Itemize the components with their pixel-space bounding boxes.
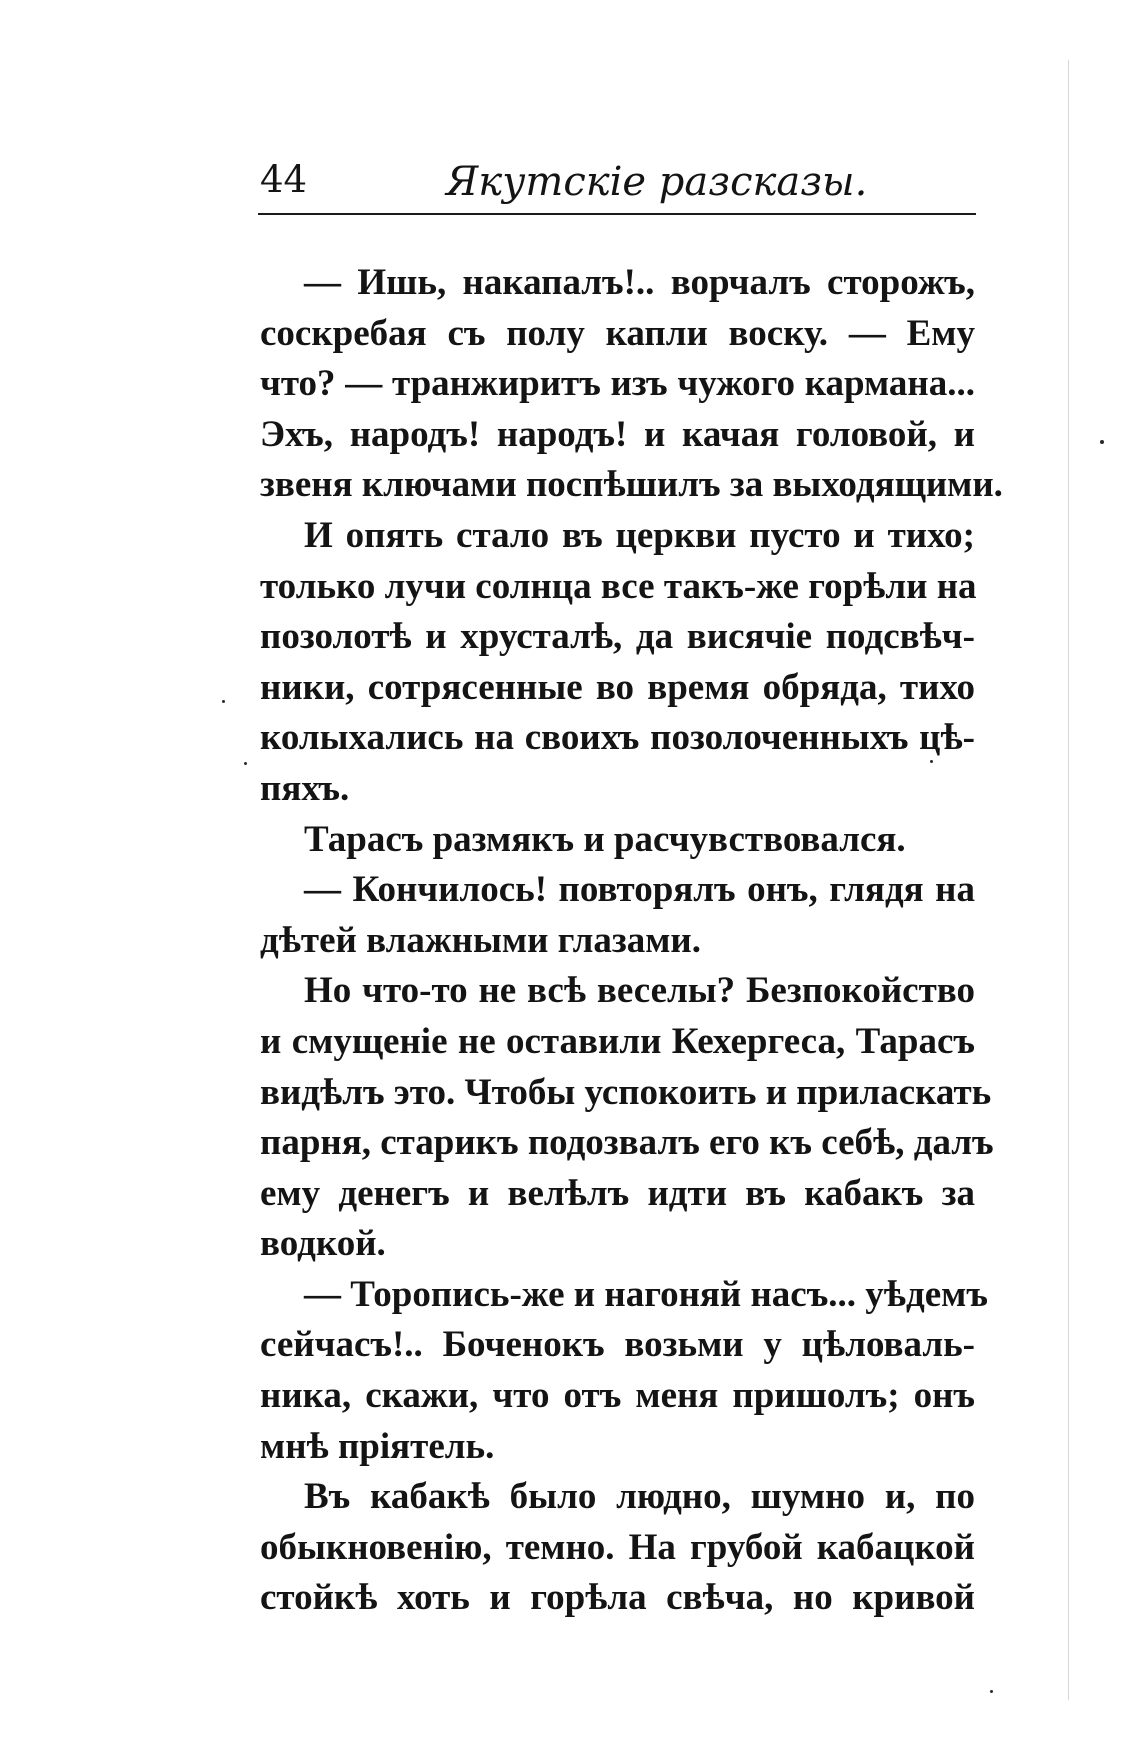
text-line: Въ кабакѣ было людно, шумно и, по bbox=[304, 1476, 975, 1518]
body-text bbox=[260, 258, 1003, 1624]
header-rule bbox=[258, 213, 976, 215]
scan-speck bbox=[1100, 440, 1104, 444]
text-line: Эхъ, народъ! народъ! и качая головой, и bbox=[260, 413, 975, 455]
text-line: колыхались на своихъ позолоченныхъ цѣ- bbox=[260, 717, 975, 759]
text-line: обыкновенію, темно. На грубой кабацкой bbox=[260, 1526, 975, 1568]
text-line: водкой. bbox=[260, 1223, 386, 1265]
text-line: и смущеніе не оставили Кехергеса, Тарасъ bbox=[260, 1020, 975, 1062]
text-line: Тарасъ размякъ и расчувствовался. bbox=[304, 818, 906, 860]
text-line: видѣлъ это. Чтобы успокоить и приласкать bbox=[260, 1071, 992, 1113]
scan-speck bbox=[222, 700, 225, 703]
text-line: ники, сотрясенные во время обряда, тихо bbox=[260, 666, 975, 708]
text-line: стойкѣ хоть и горѣла свѣча, но кривой bbox=[260, 1577, 975, 1619]
text-line: — Кончилось! повторялъ онъ, глядя на bbox=[304, 869, 975, 911]
text-line: И опять стало въ церкви пусто и тихо; bbox=[304, 514, 975, 556]
text-line: только лучи солнца все такъ-же горѣли на bbox=[260, 565, 977, 607]
text-line: пяхъ. bbox=[260, 767, 350, 809]
text-line: соскребая съ полу капли воску. — Ему bbox=[260, 312, 975, 354]
running-title: Якутскіе разсказы. bbox=[446, 159, 868, 205]
text-line: звеня ключами поспѣшилъ за выходящими. bbox=[260, 464, 1003, 506]
text-line: парня, старикъ подозвалъ его къ себѣ, далъ bbox=[260, 1122, 994, 1164]
page-number: 44 bbox=[260, 158, 308, 201]
scan-edge-line bbox=[1068, 60, 1069, 1700]
scan-speck bbox=[244, 762, 247, 765]
text-line: сейчасъ!.. Боченокъ возьми у цѣловаль- bbox=[260, 1324, 975, 1366]
text-line: ему денегъ и велѣлъ идти въ кабакъ за bbox=[260, 1172, 975, 1214]
text-line: Но что-то не всѣ веселы? Безпокойство bbox=[304, 970, 975, 1012]
text-line: ника, скажи, что отъ меня пришолъ; онъ bbox=[260, 1375, 975, 1417]
text-line: позолотѣ и хрусталѣ, да висячіе подсвѣч- bbox=[260, 616, 975, 658]
text-line: мнѣ пріятель. bbox=[260, 1425, 495, 1467]
page-header bbox=[260, 152, 975, 212]
text-line: что? — транжиритъ изъ чужого кармана... bbox=[260, 363, 975, 405]
scan-speck bbox=[930, 760, 933, 763]
text-line: — Торопись-же и нагоняй насъ... уѣдемъ bbox=[304, 1273, 988, 1315]
scan-speck bbox=[990, 1690, 993, 1693]
text-line: дѣтей влажными глазами. bbox=[260, 919, 701, 961]
text-line: — Ишь, накапалъ!.. ворчалъ сторожъ, bbox=[304, 262, 975, 303]
